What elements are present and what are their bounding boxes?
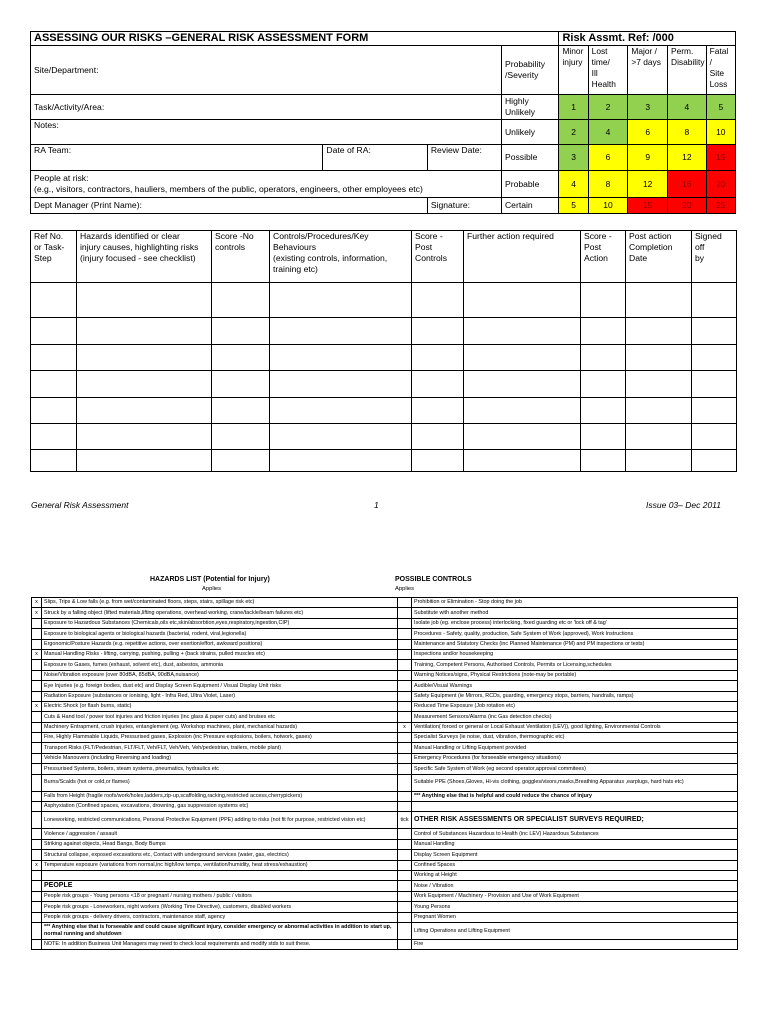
assessment-row	[31, 345, 737, 371]
hazard-item: Exposure to Hazardous Substances (Chemicals,oils etc,skin/absorbtion,eyes,respiratory,ingestion,CIP)	[42, 618, 398, 628]
control-applies-checkbox[interactable]	[398, 712, 412, 722]
task-activity-field[interactable]: Task/Activity/Area:	[31, 95, 502, 120]
assessment-cell[interactable]	[270, 450, 412, 472]
dept-manager-field[interactable]: Dept Manager (Print Name):	[31, 198, 428, 214]
checklist-row	[32, 691, 738, 701]
people-at-risk-field[interactable]: People at risk: (e.g., visitors, contractors, hauliers, members of the public, operators, engineers, other employees etc)	[31, 171, 502, 198]
assessment-cell[interactable]	[626, 283, 692, 318]
assessment-cell[interactable]	[270, 345, 412, 371]
control-item: Maintenance and Statutory Checks (inc Planned Maintenance (PM) and PM inspections or tests)	[412, 639, 738, 649]
signature-field[interactable]: Signature:	[427, 198, 501, 214]
control-item: Isolate job (eg. enclose process) interlocking, fixed guarding etc or 'lock off & tag'	[412, 618, 738, 628]
hazards-list-title: HAZARDS LIST (Potential for Injury)	[150, 576, 270, 583]
control-item: Suitable PPE (Shoes,Gloves, Hi-vis clothing, goggles/visors,masks,Breathing Apparatus ,earplugs, hard hats etc)	[412, 774, 738, 791]
matrix-cell: 16	[668, 171, 707, 198]
hazard-applies-checkbox[interactable]	[32, 743, 42, 753]
hazard-applies-checkbox[interactable]	[32, 764, 42, 774]
control-applies-checkbox[interactable]	[398, 629, 412, 639]
site-department-field[interactable]: Site/Department:	[31, 46, 502, 95]
checklist-row	[32, 839, 738, 849]
control-applies-checkbox[interactable]	[398, 764, 412, 774]
assessment-cell[interactable]	[581, 450, 626, 472]
control-applies-checkbox[interactable]	[398, 860, 412, 870]
assessment-cell[interactable]	[77, 283, 212, 318]
hazard-applies-checkbox[interactable]	[32, 670, 42, 680]
hazard-applies-checkbox[interactable]	[32, 902, 42, 912]
matrix-cell: 20	[668, 198, 707, 214]
hazard-applies-checkbox[interactable]	[32, 681, 42, 691]
hazard-applies-checkbox[interactable]: x	[32, 608, 42, 618]
hazard-applies-checkbox[interactable]	[32, 839, 42, 849]
hazard-item: Fire, Highly Flammable Liquids, Pressurised gases, Explosion (inc Pressure explosions, boilers, hotwork, gases)	[42, 733, 398, 743]
hazard-item: Eye Injuries (e.g. foreign bodies, dust etc) and Display Screen Equipment / Visual Display Unit risks	[42, 681, 398, 691]
control-applies-checkbox[interactable]	[398, 802, 412, 812]
severity-fatal: Fatal / Site Loss	[706, 46, 735, 95]
footer-document-name: General Risk Assessment	[31, 500, 129, 510]
review-date-field[interactable]: Review Date:	[427, 145, 501, 171]
control-applies-checkbox[interactable]	[398, 912, 412, 922]
control-item: Audible/Visual Warnings	[412, 681, 738, 691]
control-applies-checkbox[interactable]	[398, 639, 412, 649]
checklist-row	[32, 629, 738, 639]
assessment-cell[interactable]	[31, 318, 77, 345]
checklist-row	[32, 902, 738, 912]
hazard-item: *** Anything else that is forseeable and could cause significant injury, consider emergency or abnormal activities in addition to start up, normal running and shutdown	[42, 922, 398, 939]
matrix-cell: 5	[559, 198, 588, 214]
assessment-cell[interactable]	[464, 450, 581, 472]
matrix-cell: 10	[706, 120, 735, 145]
checklist-row	[32, 881, 738, 891]
control-applies-checkbox[interactable]	[398, 902, 412, 912]
control-item: Prohibition or Elimination - Stop doing the job	[412, 598, 738, 608]
checklist-row	[32, 922, 738, 939]
risk-assessment-form	[30, 31, 736, 214]
hazard-applies-checkbox[interactable]	[32, 870, 42, 880]
control-applies-checkbox[interactable]	[398, 618, 412, 628]
matrix-cell: 2	[588, 95, 628, 120]
checklist-row	[32, 870, 738, 880]
control-item: Young Persons	[412, 902, 738, 912]
checklist-row	[32, 660, 738, 670]
matrix-cell: 15	[706, 145, 735, 171]
date-of-ra-field[interactable]: Date of RA:	[323, 145, 427, 171]
control-item: Control of Substances Hazardous to Health (inc LEV) Hazardous Substances	[412, 829, 738, 839]
assessment-cell[interactable]	[77, 371, 212, 398]
assessment-cell[interactable]	[626, 345, 692, 371]
matrix-cell: 4	[588, 120, 628, 145]
control-item: Pregnant Women	[412, 912, 738, 922]
hazard-item: Temperature exposure (variations from normal,inc high/low temps, ventilation/humidity, heat stress/exhaustion)	[42, 860, 398, 870]
hazard-applies-checkbox[interactable]: x	[32, 701, 42, 711]
hazard-item: Exposure to Gases, fumes (exhaust, solvent etc), dust, asbestos, ammonia	[42, 660, 398, 670]
ra-team-field[interactable]: RA Team:	[31, 145, 323, 171]
hazard-applies-checkbox[interactable]	[32, 660, 42, 670]
assessment-cell[interactable]	[626, 398, 692, 424]
assessment-cell[interactable]	[581, 398, 626, 424]
assessment-cell[interactable]	[412, 318, 464, 345]
control-item: Confined Spaces	[412, 860, 738, 870]
matrix-cell: 2	[559, 120, 588, 145]
assessment-cell[interactable]	[212, 318, 270, 345]
probability-severity-header: Probability /Severity	[501, 46, 558, 95]
control-item: Work Equipment / Machinery - Provision and Use of Work Equipment	[412, 891, 738, 901]
hazard-item: Transport Risks (FLT/Pedestrian, FLT/FLT, Veh/FLT, Veh/Veh, Veh/pedestrian, trailers, mobile plant)	[42, 743, 398, 753]
hazard-applies-checkbox[interactable]	[32, 850, 42, 860]
assessment-cell[interactable]	[412, 424, 464, 450]
assessment-cell[interactable]	[692, 345, 737, 371]
control-item: Inspections and/or housekeeping	[412, 649, 738, 659]
matrix-cell: 12	[628, 171, 668, 198]
hazard-item: Noise/Vibration exposure (over 80dBA, 85dBA, 90dBA,nuisance)	[42, 670, 398, 680]
assessment-cell[interactable]	[464, 318, 581, 345]
hazard-item: Structural collapse, exposed excavations etc, Contact with underground services (water, gas, electrics)	[42, 850, 398, 860]
assessment-cell[interactable]	[77, 424, 212, 450]
col-score-post-action: Score - Post Action	[581, 231, 626, 283]
matrix-cell: 8	[668, 120, 707, 145]
assessment-cell[interactable]	[464, 345, 581, 371]
assessment-cell[interactable]	[692, 371, 737, 398]
severity-lost-time: Lost time/ Ill Health	[588, 46, 628, 95]
checklist-row	[32, 733, 738, 743]
assessment-cell[interactable]	[412, 398, 464, 424]
control-applies-checkbox[interactable]	[398, 939, 412, 949]
hazard-applies-checkbox[interactable]: x	[32, 598, 42, 608]
control-item: Working at Height	[412, 870, 738, 880]
assessment-row	[31, 450, 737, 472]
hazard-applies-checkbox[interactable]	[32, 881, 42, 891]
hazard-applies-checkbox[interactable]	[32, 733, 42, 743]
hazard-item: People risk groups - Loneworkers, night workers (Working Time Directive), customers, disabled workers	[42, 902, 398, 912]
assessment-row	[31, 398, 737, 424]
probability-label: Unlikely	[501, 120, 558, 145]
assessment-cell[interactable]	[77, 398, 212, 424]
hazard-applies-checkbox[interactable]	[32, 639, 42, 649]
assessment-row	[31, 424, 737, 450]
control-item: Manual Handling or Lifting Equipment provided	[412, 743, 738, 753]
risk-assessment-ref: Risk Assmt. Ref: /000	[559, 32, 736, 46]
assessment-cell[interactable]	[581, 345, 626, 371]
col-ref-no: Ref No. or Task- Step	[31, 231, 77, 283]
control-applies-checkbox[interactable]	[398, 670, 412, 680]
hazard-applies-checkbox[interactable]	[32, 802, 42, 812]
checklist-row	[32, 891, 738, 901]
control-applies-checkbox[interactable]	[398, 598, 412, 608]
controls-applies-label: Applies	[395, 586, 415, 592]
assessment-cell[interactable]	[692, 283, 737, 318]
hazard-item: Cuts & Hand tool / power tool injuries and friction injuries (inc glass & paper cuts) and bruises etc	[42, 712, 398, 722]
hazard-item: Burns/Scalds (hot or cold,or flames)	[42, 774, 398, 791]
col-completion-date: Post action Completion Date	[626, 231, 692, 283]
control-item: Manual Handling	[412, 839, 738, 849]
control-applies-checkbox[interactable]	[398, 701, 412, 711]
probability-label: Possible	[501, 145, 558, 171]
notes-field[interactable]: Notes:	[31, 120, 502, 145]
hazard-item: Electric Shock (or flash burns, static)	[42, 701, 398, 711]
control-applies-checkbox[interactable]	[398, 681, 412, 691]
control-item: Lifting Operations and Lifting Equipment	[412, 922, 738, 939]
matrix-cell: 15	[628, 198, 668, 214]
hazard-item: Exposure to biological agents or biological hazards (bacterial, rodent, viral,legionella)	[42, 629, 398, 639]
assessment-cell[interactable]	[212, 450, 270, 472]
matrix-cell: 20	[706, 171, 735, 198]
assessment-cell[interactable]	[212, 283, 270, 318]
assessment-cell[interactable]	[464, 424, 581, 450]
hazard-item: Ergonomic/Posture Hazards (e.g. repetitive actions, over exertion/effort, awkward positions)	[42, 639, 398, 649]
assessment-cell[interactable]	[692, 450, 737, 472]
control-item: Emergency Procedures (for forseeable emergency situations)	[412, 753, 738, 763]
control-applies-checkbox[interactable]	[398, 829, 412, 839]
hazard-item: People risk groups - Young persons <18 or pregnant / nursing mothers / public / visitors	[42, 891, 398, 901]
assessment-cell[interactable]	[412, 345, 464, 371]
checklist-row	[32, 753, 738, 763]
hazard-applies-checkbox[interactable]: x	[32, 860, 42, 870]
checklist-row	[32, 791, 738, 801]
hazard-applies-checkbox[interactable]	[32, 712, 42, 722]
assessment-cell[interactable]	[581, 283, 626, 318]
control-applies-checkbox[interactable]	[398, 691, 412, 701]
footer-issue: Issue 03– Dec 2011	[646, 500, 721, 510]
control-item: Substitute with another method	[412, 608, 738, 618]
control-item: Warning Notices/signs, Physical Restrictions (note-may be portable)	[412, 670, 738, 680]
control-item: Specific Safe System of Work (eg second operator,approval commitees)	[412, 764, 738, 774]
checklist-row	[32, 712, 738, 722]
assessment-cell[interactable]	[692, 398, 737, 424]
assessment-cell[interactable]	[77, 450, 212, 472]
checklist-row	[32, 812, 738, 829]
control-item: Reduced Time Exposure (Job rotation etc)	[412, 701, 738, 711]
hazard-applies-checkbox[interactable]	[32, 774, 42, 791]
control-item: *** Anything else that is helpful and could reduce the chance of injury	[412, 791, 738, 801]
matrix-cell: 6	[628, 120, 668, 145]
checklist-row	[32, 670, 738, 680]
control-applies-checkbox[interactable]	[398, 743, 412, 753]
assessment-cell[interactable]	[626, 450, 692, 472]
assessment-cell[interactable]	[581, 318, 626, 345]
control-applies-checkbox[interactable]	[398, 850, 412, 860]
assessment-cell[interactable]	[270, 398, 412, 424]
matrix-cell: 5	[706, 95, 735, 120]
severity-major: Major / >7 days	[628, 46, 668, 95]
hazard-item: Radiation Exposure (substances or ionising, light - Infra Red, Ultra Violet, Laser)	[42, 691, 398, 701]
control-item: Fire	[412, 939, 738, 949]
col-controls: Controls/Procedures/Key Behaviours (existing controls, information, training etc)	[270, 231, 412, 283]
matrix-cell: 3	[559, 145, 588, 171]
assessment-cell[interactable]	[31, 371, 77, 398]
control-applies-checkbox[interactable]	[398, 608, 412, 618]
assessment-cell[interactable]	[270, 283, 412, 318]
hazard-applies-checkbox[interactable]	[32, 629, 42, 639]
severity-minor-injury: Minor injury	[559, 46, 588, 95]
control-applies-checkbox[interactable]: tick	[398, 812, 412, 829]
assessment-cell[interactable]	[626, 318, 692, 345]
hazard-applies-checkbox[interactable]	[32, 812, 42, 829]
assessment-cell[interactable]	[270, 424, 412, 450]
assessment-cell[interactable]	[692, 318, 737, 345]
control-item: Display Screen Equipment	[412, 850, 738, 860]
matrix-cell: 1	[559, 95, 588, 120]
checklist-row	[32, 774, 738, 791]
hazard-applies-checkbox[interactable]	[32, 939, 42, 949]
probability-label: Highly Unlikely	[501, 95, 558, 120]
hazard-applies-checkbox[interactable]	[32, 912, 42, 922]
hazard-item: Vehicle Manouvers (including Reversing and loading)	[42, 753, 398, 763]
control-applies-checkbox[interactable]	[398, 753, 412, 763]
control-item: Ventilation( forced or general or Local Exhaust Ventilation (LEV)), good lighting, Environmental Controls	[412, 722, 738, 732]
checklist-row	[32, 743, 738, 753]
assessment-cell[interactable]	[212, 398, 270, 424]
hazard-item: Falls from Height (fragile roofs/work/holes,ladders,zip-up,scaffolding,racking,restricted access,cherrypickers)	[42, 791, 398, 801]
control-applies-checkbox[interactable]	[398, 881, 412, 891]
control-applies-checkbox[interactable]	[398, 922, 412, 939]
matrix-cell: 4	[559, 171, 588, 198]
assessment-cell[interactable]	[77, 318, 212, 345]
assessment-cell[interactable]	[270, 371, 412, 398]
assessment-cell[interactable]	[464, 371, 581, 398]
hazard-applies-checkbox[interactable]	[32, 618, 42, 628]
hazard-item: Asphyxiation (Confined spaces, excavations, drowning, gas suppression systems etc)	[42, 802, 398, 812]
hazard-item: Loneworking, restricted communications, Personal Protective Equipment (PPE) adding to risks (not fit for purpose, restricted vision etc)	[42, 812, 398, 829]
checklist-row	[32, 829, 738, 839]
control-item: Noise / Vibration	[412, 881, 738, 891]
assessment-cell[interactable]	[31, 398, 77, 424]
hazard-item	[42, 870, 398, 880]
assessment-cell[interactable]	[412, 283, 464, 318]
hazard-item: Machinery Entrapment, crush injuries, entanglement (eg. Workshop machines, plant, mechanical hazards)	[42, 722, 398, 732]
checklist-row	[32, 649, 738, 659]
assessment-cell[interactable]	[31, 450, 77, 472]
control-item: OTHER RISK ASSESSMENTS OR SPECIALIST SURVEYS REQUIRED;	[412, 812, 738, 829]
hazard-applies-checkbox[interactable]	[32, 791, 42, 801]
possible-controls-title: POSSIBLE CONTROLS	[395, 576, 472, 583]
hazard-applies-checkbox[interactable]	[32, 922, 42, 939]
checklist-row	[32, 722, 738, 732]
checklist-row	[32, 860, 738, 870]
assessment-cell[interactable]	[626, 371, 692, 398]
matrix-cell: 4	[668, 95, 707, 120]
hazards-controls-checklist	[31, 597, 738, 950]
checklist-row	[32, 639, 738, 649]
hazard-applies-checkbox[interactable]	[32, 753, 42, 763]
control-applies-checkbox[interactable]	[398, 649, 412, 659]
assessment-cell[interactable]	[464, 283, 581, 318]
control-applies-checkbox[interactable]: x	[398, 722, 412, 732]
matrix-cell: 12	[668, 145, 707, 171]
assessment-cell[interactable]	[212, 345, 270, 371]
control-applies-checkbox[interactable]	[398, 839, 412, 849]
checklist-row	[32, 802, 738, 812]
control-item: Safety Equipment (ie Mirrors, RCDs, guarding, emergency stops, barriers, handrails, ramps)	[412, 691, 738, 701]
control-item: Specialist Surveys (ie noise, dust, vibration, thermographic etc)	[412, 733, 738, 743]
assessment-cell[interactable]	[692, 424, 737, 450]
checklist-row	[32, 912, 738, 922]
checklist-row	[32, 681, 738, 691]
checklist-row	[32, 598, 738, 608]
probability-label: Probable	[501, 171, 558, 198]
assessment-cell[interactable]	[270, 318, 412, 345]
control-applies-checkbox[interactable]	[398, 660, 412, 670]
assessment-cell[interactable]	[31, 424, 77, 450]
checklist-row	[32, 608, 738, 618]
matrix-cell: 9	[628, 145, 668, 171]
assessment-cell[interactable]	[412, 450, 464, 472]
hazard-item: Striking against objects, Head Bangs, Body Bumps	[42, 839, 398, 849]
col-signed-off: Signed off by	[692, 231, 737, 283]
hazard-item: People risk groups - delivery drivers, contractors, maintenance staff, agency	[42, 912, 398, 922]
matrix-cell: 3	[628, 95, 668, 120]
assessment-table	[30, 230, 737, 472]
control-item: Training, Competent Persons, Authorised Controls, Permits or Licensing,schedules	[412, 660, 738, 670]
assessment-cell[interactable]	[581, 424, 626, 450]
matrix-cell: 8	[588, 171, 628, 198]
assessment-cell[interactable]	[31, 345, 77, 371]
assessment-cell[interactable]	[212, 424, 270, 450]
assessment-cell[interactable]	[77, 345, 212, 371]
assessment-cell[interactable]	[212, 371, 270, 398]
hazard-item: PEOPLE	[42, 881, 398, 891]
hazards-applies-label: Applies	[202, 586, 222, 592]
control-applies-checkbox[interactable]	[398, 870, 412, 880]
assessment-cell[interactable]	[626, 424, 692, 450]
hazard-applies-checkbox[interactable]	[32, 722, 42, 732]
footer-page-number: 1	[374, 500, 379, 510]
matrix-cell: 25	[706, 198, 735, 214]
control-applies-checkbox[interactable]	[398, 791, 412, 801]
control-item: Procedures - Safety, quality, production, Safe System of Work (approved), Work Instructions	[412, 629, 738, 639]
checklist-row	[32, 764, 738, 774]
assessment-cell[interactable]	[412, 371, 464, 398]
hazard-applies-checkbox[interactable]	[32, 891, 42, 901]
checklist-row	[32, 850, 738, 860]
checklist-row	[32, 939, 738, 949]
probability-label: Certain	[501, 198, 558, 214]
assessment-cell[interactable]	[31, 283, 77, 318]
checklist-row	[32, 701, 738, 711]
form-title: ASSESSING OUR RISKS –GENERAL RISK ASSESSMENT FORM	[31, 32, 559, 46]
control-applies-checkbox[interactable]	[398, 733, 412, 743]
control-item	[412, 802, 738, 812]
hazard-item: Struck by a falling object (lifted materials,lifting operations, overhead working, crane/tackle/beam failures etc)	[42, 608, 398, 618]
hazard-applies-checkbox[interactable]	[32, 691, 42, 701]
hazard-applies-checkbox[interactable]	[32, 829, 42, 839]
control-applies-checkbox[interactable]	[398, 774, 412, 791]
hazard-item: Manual Handling Risks - lifting, carrying, pushing, pulling + (back strains, pulled muscles etc)	[42, 649, 398, 659]
assessment-cell[interactable]	[464, 398, 581, 424]
assessment-row	[31, 318, 737, 345]
hazard-item: NOTE: In addition Business Unit Managers may need to check local requirements and modify stds to suit these.	[42, 939, 398, 949]
matrix-cell: 10	[588, 198, 628, 214]
checklist-row	[32, 618, 738, 628]
assessment-row	[31, 371, 737, 398]
assessment-row	[31, 283, 737, 318]
hazard-applies-checkbox[interactable]: x	[32, 649, 42, 659]
assessment-header-row	[31, 231, 737, 283]
assessment-cell[interactable]	[581, 371, 626, 398]
page-footer	[31, 500, 721, 512]
hazard-item: Violence / aggression / assault	[42, 829, 398, 839]
col-further-action: Further action required	[464, 231, 581, 283]
control-applies-checkbox[interactable]	[398, 891, 412, 901]
control-item: Measurement Sensors/Alarms (inc Gas detection checks)	[412, 712, 738, 722]
col-score-post-controls: Score - Post Controls	[412, 231, 464, 283]
severity-perm-disability: Perm. Disability	[668, 46, 707, 95]
col-hazards: Hazards identified or clear injury causes, highlighting risks (injury focused - see checklist)	[77, 231, 212, 283]
matrix-cell: 6	[588, 145, 628, 171]
hazard-item: Pressurised Systems, boilers, steam systems, pneumatics, hydraulics etc	[42, 764, 398, 774]
col-score-no-controls: Score -No controls	[212, 231, 270, 283]
hazard-item: Slips, Trips & Low falls (e.g. from wet/contaminated floors, steps, stairs, spillage risk etc)	[42, 598, 398, 608]
